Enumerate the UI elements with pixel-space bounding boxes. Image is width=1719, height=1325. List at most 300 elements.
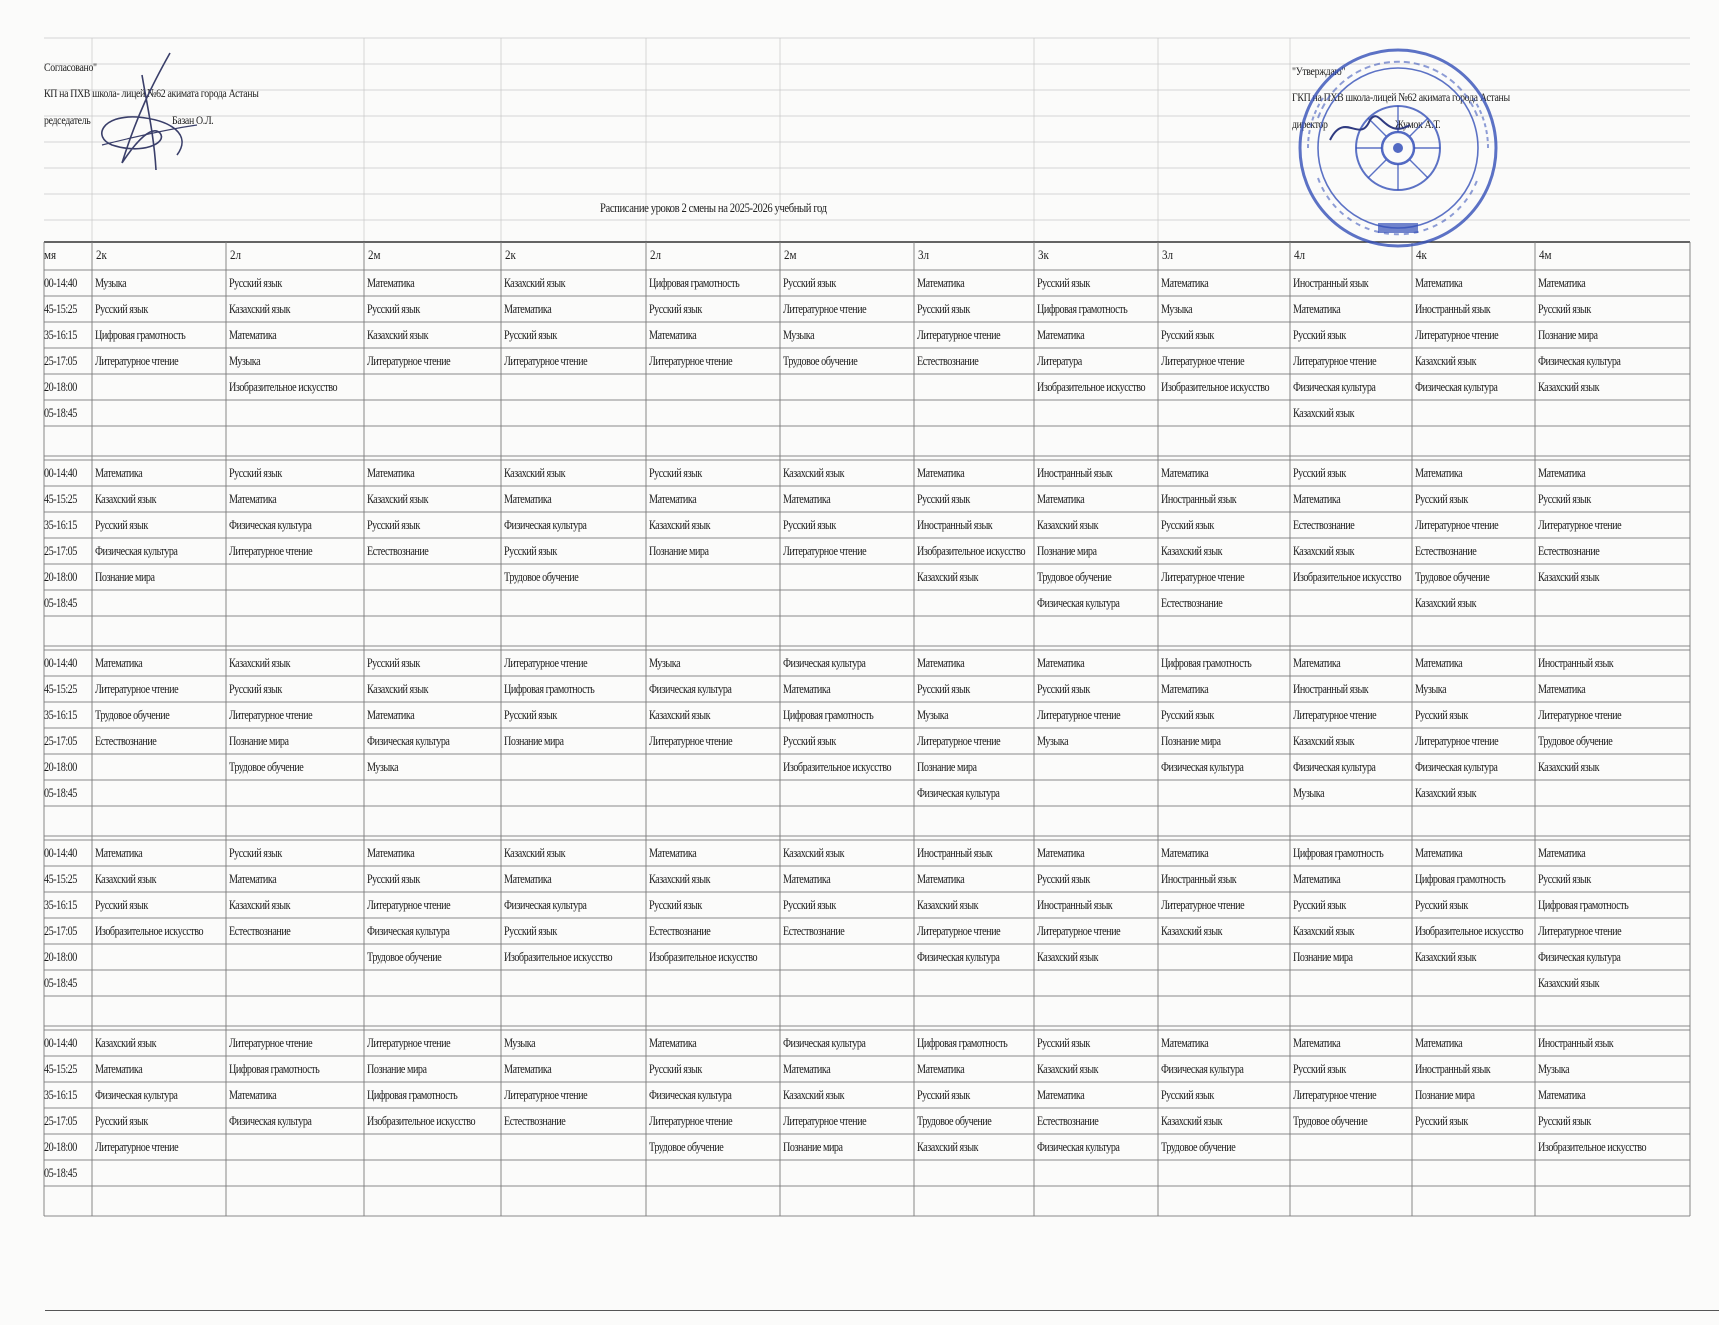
lesson-cell: Русский язык — [229, 275, 282, 290]
lesson-cell: Изобразительное искусство — [1415, 923, 1524, 938]
lesson-cell: Русский язык — [367, 517, 420, 532]
lesson-cell: Трудовое обучение — [1538, 733, 1613, 748]
lesson-cell: Русский язык — [1538, 871, 1591, 886]
lesson-cell: Математика — [1415, 655, 1463, 670]
lesson-cell: Трудовое обучение — [1415, 569, 1490, 584]
lesson-cell: Литературное чтение — [95, 353, 179, 368]
lesson-cell: Русский язык — [95, 301, 148, 316]
lesson-cell: Литературное чтение — [1161, 897, 1245, 912]
lesson-cell: Математика — [917, 275, 965, 290]
lesson-cell: Математика — [1415, 465, 1463, 480]
lesson-cell: Цифровая грамотность — [95, 327, 186, 342]
lesson-cell: Литературное чтение — [229, 543, 313, 558]
lesson-cell: Познание мира — [917, 759, 977, 774]
lesson-cell: Русский язык — [95, 517, 148, 532]
lesson-cell: Математика — [367, 707, 415, 722]
lesson-cell: Математика — [504, 491, 552, 506]
time-slot: 35-16:15 — [44, 707, 77, 722]
lesson-cell: Русский язык — [1538, 1113, 1591, 1128]
lesson-cell: Математика — [1415, 845, 1463, 860]
lesson-cell: Казахский язык — [229, 897, 291, 912]
lesson-cell: Русский язык — [367, 301, 420, 316]
time-slot: 00-14:40 — [44, 1035, 77, 1050]
lesson-cell: Казахский язык — [649, 871, 711, 886]
schedule-title: Расписание уроков 2 смены на 2025-2026 учебный год — [600, 200, 827, 215]
lesson-cell: Литературное чтение — [783, 543, 867, 558]
lesson-cell: Трудовое обучение — [367, 949, 442, 964]
class-header-2: 2л — [230, 247, 242, 262]
lesson-cell: Изобразительное искусство — [1037, 379, 1146, 394]
lesson-cell: Естествознание — [649, 923, 711, 938]
lesson-cell: Математика — [783, 491, 831, 506]
lesson-cell: Физическая культура — [95, 543, 178, 558]
lesson-cell: Трудовое обучение — [229, 759, 304, 774]
time-slot: 35-16:15 — [44, 1087, 77, 1102]
lesson-cell: Литературное чтение — [1538, 517, 1622, 532]
lesson-cell: Изобразительное искусство — [229, 379, 338, 394]
lesson-cell: Трудовое обучение — [1037, 569, 1112, 584]
lesson-cell: Литературное чтение — [1293, 1087, 1377, 1102]
lesson-cell: Изобразительное искусство — [95, 923, 204, 938]
lesson-cell: Музыка — [917, 707, 949, 722]
time-slot: 20-18:00 — [44, 949, 77, 964]
lesson-cell: Литературное чтение — [1161, 353, 1245, 368]
lesson-cell: Литературное чтение — [367, 897, 451, 912]
lesson-cell: Русский язык — [783, 275, 836, 290]
time-slot: 45-15:25 — [44, 871, 77, 886]
class-header-4: 2к — [505, 247, 516, 262]
lesson-cell: Русский язык — [1293, 327, 1346, 342]
lesson-cell: Цифровая грамотность — [504, 681, 595, 696]
lesson-cell: Математика — [917, 465, 965, 480]
lesson-cell: Физическая культура — [1415, 759, 1498, 774]
lesson-cell: Изобразительное искусство — [1161, 379, 1270, 394]
lesson-cell: Литературное чтение — [504, 353, 588, 368]
lesson-cell: Казахский язык — [1293, 923, 1355, 938]
lesson-cell: Музыка — [1161, 301, 1193, 316]
lesson-cell: Математика — [1161, 275, 1209, 290]
lesson-cell: Казахский язык — [1538, 759, 1600, 774]
lesson-cell: Трудовое обучение — [917, 1113, 992, 1128]
lesson-cell: Литературное чтение — [1415, 327, 1499, 342]
lesson-cell: Математика — [917, 871, 965, 886]
lesson-cell: Цифровая грамотность — [229, 1061, 320, 1076]
time-slot: 25-17:05 — [44, 733, 77, 748]
lesson-cell: Казахский язык — [1037, 949, 1099, 964]
class-header-10: 4л — [1294, 247, 1306, 262]
class-header-12: 4м — [1539, 247, 1552, 262]
lesson-cell: Познание мира — [1538, 327, 1598, 342]
lesson-cell: Русский язык — [917, 491, 970, 506]
lesson-cell: Русский язык — [1037, 275, 1090, 290]
lesson-cell: Трудовое обучение — [649, 1139, 724, 1154]
time-slot: 25-17:05 — [44, 543, 77, 558]
lesson-cell: Физическая культура — [1161, 759, 1244, 774]
lesson-cell: Русский язык — [1293, 465, 1346, 480]
lesson-cell: Математика — [367, 275, 415, 290]
lesson-cell: Трудовое обучение — [1161, 1139, 1236, 1154]
lesson-cell: Физическая культура — [367, 923, 450, 938]
lesson-cell: Литературное чтение — [783, 1113, 867, 1128]
lesson-cell: Математика — [95, 655, 143, 670]
lesson-cell: Казахский язык — [1037, 517, 1099, 532]
lesson-cell: Музыка — [504, 1035, 536, 1050]
lesson-cell: Русский язык — [1293, 897, 1346, 912]
lesson-cell: Физическая культура — [1415, 379, 1498, 394]
approve-label: "Утверждаю" — [1292, 64, 1346, 78]
time-slot: 00-14:40 — [44, 655, 77, 670]
lesson-cell: Казахский язык — [1293, 405, 1355, 420]
lesson-cell: Русский язык — [783, 733, 836, 748]
lesson-cell: Изобразительное искусство — [367, 1113, 476, 1128]
lesson-cell: Музыка — [783, 327, 815, 342]
lesson-cell: Физическая культура — [229, 1113, 312, 1128]
lesson-cell: Литературное чтение — [1415, 733, 1499, 748]
lesson-cell: Иностранный язык — [917, 845, 993, 860]
lesson-cell: Математика — [504, 1061, 552, 1076]
approve-role: директор — [1292, 117, 1328, 131]
lesson-cell: Русский язык — [229, 845, 282, 860]
lesson-cell: Русский язык — [504, 543, 557, 558]
lesson-cell: Трудовое обучение — [504, 569, 579, 584]
lesson-cell: Музыка — [229, 353, 261, 368]
lesson-cell: Казахский язык — [783, 465, 845, 480]
lesson-cell: Математика — [229, 327, 277, 342]
lesson-cell: Казахский язык — [1538, 975, 1600, 990]
lesson-cell: Литература — [1037, 353, 1082, 368]
lesson-cell: Цифровая грамотность — [1037, 301, 1128, 316]
lesson-cell: Естествознание — [367, 543, 429, 558]
approval-org: КП на ПХВ школа- лицей №62 акимата города Астаны — [44, 86, 259, 100]
lesson-cell: Литературное чтение — [1415, 517, 1499, 532]
lesson-cell: Русский язык — [1415, 1113, 1468, 1128]
lesson-cell: Физическая культура — [367, 733, 450, 748]
lesson-cell: Математика — [783, 1061, 831, 1076]
lesson-cell: Математика — [1415, 1035, 1463, 1050]
lesson-cell: Русский язык — [504, 707, 557, 722]
lesson-cell: Казахский язык — [229, 301, 291, 316]
lesson-cell: Физическая культура — [1538, 353, 1621, 368]
lesson-cell: Музыка — [1538, 1061, 1570, 1076]
lesson-cell: Русский язык — [95, 1113, 148, 1128]
lesson-cell: Иностранный язык — [1293, 681, 1369, 696]
lesson-cell: Естествознание — [917, 353, 979, 368]
lesson-cell: Естествознание — [1161, 595, 1223, 610]
lesson-cell: Математика — [1037, 491, 1085, 506]
lesson-cell: Трудовое обучение — [783, 353, 858, 368]
lesson-cell: Русский язык — [649, 301, 702, 316]
lesson-cell: Русский язык — [1161, 707, 1214, 722]
lesson-cell: Математика — [1161, 845, 1209, 860]
lesson-cell: Русский язык — [1037, 681, 1090, 696]
lesson-cell: Познание мира — [367, 1061, 427, 1076]
lesson-cell: Физическая культура — [783, 1035, 866, 1050]
lesson-cell: Казахский язык — [1538, 379, 1600, 394]
time-slot: 25-17:05 — [44, 353, 77, 368]
time-slot: 20-18:00 — [44, 759, 77, 774]
lesson-cell: Иностранный язык — [1538, 1035, 1614, 1050]
lesson-cell: Русский язык — [367, 871, 420, 886]
lesson-cell: Физическая культура — [1293, 759, 1376, 774]
lesson-cell: Математика — [1293, 1035, 1341, 1050]
lesson-cell: Познание мира — [1415, 1087, 1475, 1102]
lesson-cell: Литературное чтение — [649, 353, 733, 368]
lesson-cell: Математика — [1538, 1087, 1586, 1102]
lesson-cell: Математика — [1037, 655, 1085, 670]
lesson-cell: Изобразительное искусство — [649, 949, 758, 964]
lesson-cell: Математика — [1037, 1087, 1085, 1102]
time-slot: 45-15:25 — [44, 1061, 77, 1076]
lesson-cell: Литературное чтение — [95, 1139, 179, 1154]
lesson-cell: Математика — [1538, 465, 1586, 480]
lesson-cell: Математика — [95, 1061, 143, 1076]
lesson-cell: Цифровая грамотность — [917, 1035, 1008, 1050]
lesson-cell: Познание мира — [504, 733, 564, 748]
lesson-cell: Математика — [1538, 845, 1586, 860]
time-slot: 00-14:40 — [44, 845, 77, 860]
lesson-cell: Литературное чтение — [367, 1035, 451, 1050]
lesson-cell: Русский язык — [504, 327, 557, 342]
lesson-cell: Трудовое обучение — [95, 707, 170, 722]
lesson-cell: Казахский язык — [1161, 923, 1223, 938]
lesson-cell: Казахский язык — [649, 707, 711, 722]
time-slot: 05-18:45 — [44, 595, 77, 610]
lesson-cell: Цифровая грамотность — [1415, 871, 1506, 886]
lesson-cell: Казахский язык — [1037, 1061, 1099, 1076]
lesson-cell: Математика — [1161, 465, 1209, 480]
time-slot: 05-18:45 — [44, 975, 77, 990]
lesson-cell: Цифровая грамотность — [1538, 897, 1629, 912]
lesson-cell: Литературное чтение — [229, 1035, 313, 1050]
lesson-cell: Естествознание — [1293, 517, 1355, 532]
time-slot: 35-16:15 — [44, 327, 77, 342]
lesson-cell: Изобразительное искусство — [917, 543, 1026, 558]
lesson-cell: Физическая культура — [95, 1087, 178, 1102]
lesson-cell: Физическая культура — [649, 1087, 732, 1102]
lesson-cell: Музыка — [1293, 785, 1325, 800]
lesson-cell: Литературное чтение — [1538, 923, 1622, 938]
lesson-cell: Математика — [1293, 301, 1341, 316]
lesson-cell: Казахский язык — [1161, 1113, 1223, 1128]
lesson-cell: Математика — [1293, 655, 1341, 670]
lesson-cell: Казахский язык — [783, 1087, 845, 1102]
lesson-cell: Литературное чтение — [1161, 569, 1245, 584]
lesson-cell: Математика — [229, 1087, 277, 1102]
lesson-cell: Казахский язык — [917, 1139, 979, 1154]
lesson-cell: Физическая культура — [1037, 595, 1120, 610]
lesson-cell: Русский язык — [1037, 871, 1090, 886]
lesson-cell: Математика — [1538, 681, 1586, 696]
lesson-cell: Математика — [95, 465, 143, 480]
lesson-cell: Литературное чтение — [1037, 923, 1121, 938]
lesson-cell: Русский язык — [1538, 301, 1591, 316]
lesson-cell: Русский язык — [95, 897, 148, 912]
lesson-cell: Казахский язык — [649, 517, 711, 532]
lesson-cell: Изобразительное искусство — [1293, 569, 1402, 584]
lesson-cell: Русский язык — [1415, 897, 1468, 912]
lesson-cell: Математика — [229, 871, 277, 886]
lesson-cell: Казахский язык — [367, 491, 429, 506]
lesson-cell: Музыка — [649, 655, 681, 670]
lesson-cell: Математика — [649, 845, 697, 860]
lesson-cell: Русский язык — [917, 681, 970, 696]
lesson-cell: Математика — [229, 491, 277, 506]
lesson-cell: Естествознание — [504, 1113, 566, 1128]
time-slot: 05-18:45 — [44, 1165, 77, 1180]
lesson-cell: Физическая культура — [1037, 1139, 1120, 1154]
lesson-cell: Казахский язык — [367, 327, 429, 342]
lesson-cell: Математика — [1037, 327, 1085, 342]
lesson-cell: Русский язык — [1161, 327, 1214, 342]
time-slot: 20-18:00 — [44, 379, 77, 394]
lesson-cell: Познание мира — [1293, 949, 1353, 964]
lesson-cell: Иностранный язык — [1538, 655, 1614, 670]
lesson-cell: Математика — [1415, 275, 1463, 290]
lesson-cell: Казахский язык — [367, 681, 429, 696]
lesson-cell: Математика — [917, 1061, 965, 1076]
lesson-cell: Познание мира — [649, 543, 709, 558]
lesson-cell: Математика — [649, 491, 697, 506]
lesson-cell: Иностранный язык — [1037, 465, 1113, 480]
approve-name: Жумок А.Т. — [1395, 117, 1441, 131]
lesson-cell: Познание мира — [1037, 543, 1097, 558]
lesson-cell: Изобразительное искусство — [504, 949, 613, 964]
time-slot: 25-17:05 — [44, 1113, 77, 1128]
lesson-cell: Казахский язык — [95, 491, 157, 506]
lesson-cell: Русский язык — [367, 655, 420, 670]
lesson-cell: Казахский язык — [917, 897, 979, 912]
lesson-cell: Цифровая грамотность — [1293, 845, 1384, 860]
lesson-cell: Русский язык — [504, 923, 557, 938]
page-bottom-line — [45, 1310, 1719, 1311]
lesson-cell: Физическая культура — [1538, 949, 1621, 964]
lesson-cell: Математика — [649, 327, 697, 342]
lesson-cell: Русский язык — [783, 897, 836, 912]
lesson-cell: Математика — [504, 871, 552, 886]
lesson-cell: Русский язык — [229, 681, 282, 696]
lesson-cell: Музыка — [1415, 681, 1447, 696]
lesson-cell: Литературное чтение — [783, 301, 867, 316]
time-slot: 20-18:00 — [44, 1139, 77, 1154]
lesson-cell: Литературное чтение — [917, 327, 1001, 342]
lesson-cell: Иностранный язык — [1293, 275, 1369, 290]
lesson-cell: Математика — [783, 871, 831, 886]
lesson-cell: Естествознание — [229, 923, 291, 938]
lesson-cell: Русский язык — [917, 301, 970, 316]
lesson-cell: Литературное чтение — [1293, 353, 1377, 368]
time-column-header: мя — [44, 247, 57, 262]
lesson-cell: Математика — [504, 301, 552, 316]
lesson-cell: Физическая культура — [783, 655, 866, 670]
lesson-cell: Казахский язык — [1161, 543, 1223, 558]
lesson-cell: Литературное чтение — [649, 733, 733, 748]
lesson-cell: Цифровая грамотность — [1161, 655, 1252, 670]
lesson-cell: Изобразительное искусство — [1538, 1139, 1647, 1154]
lesson-cell: Трудовое обучение — [1293, 1113, 1368, 1128]
lesson-cell: Физическая культура — [504, 517, 587, 532]
class-header-11: 4к — [1416, 247, 1427, 262]
lesson-cell: Казахский язык — [783, 845, 845, 860]
time-slot: 00-14:40 — [44, 465, 77, 480]
lesson-cell: Литературное чтение — [917, 733, 1001, 748]
lesson-cell: Иностранный язык — [1415, 1061, 1491, 1076]
class-header-8: 3к — [1038, 247, 1049, 262]
time-slot: 35-16:15 — [44, 897, 77, 912]
lesson-cell: Русский язык — [649, 897, 702, 912]
time-slot: 45-15:25 — [44, 491, 77, 506]
lesson-cell: Математика — [1293, 491, 1341, 506]
lesson-cell: Познание мира — [783, 1139, 843, 1154]
right-signature-image — [1325, 100, 1415, 150]
approval-role: редседатель — [44, 113, 91, 127]
lesson-cell: Музыка — [1037, 733, 1069, 748]
lesson-cell: Математика — [1161, 681, 1209, 696]
lesson-cell: Математика — [95, 845, 143, 860]
time-slot: 05-18:45 — [44, 405, 77, 420]
lesson-cell: Русский язык — [783, 517, 836, 532]
lesson-cell: Математика — [1293, 871, 1341, 886]
lesson-cell: Математика — [1161, 1035, 1209, 1050]
lesson-cell: Математика — [367, 845, 415, 860]
lesson-cell: Казахский язык — [917, 569, 979, 584]
lesson-cell: Литературное чтение — [504, 1087, 588, 1102]
time-slot: 00-14:40 — [44, 275, 77, 290]
lesson-cell: Познание мира — [95, 569, 155, 584]
approve-org: ГКП на ПХВ школа-лицей №62 акимата города Астаны — [1292, 90, 1510, 104]
lesson-cell: Математика — [783, 681, 831, 696]
lesson-cell: Русский язык — [649, 1061, 702, 1076]
lesson-cell: Литературное чтение — [229, 707, 313, 722]
time-slot: 05-18:45 — [44, 785, 77, 800]
class-header-3: 2м — [368, 247, 381, 262]
lesson-cell: Математика — [1538, 275, 1586, 290]
lesson-cell: Естествознание — [1037, 1113, 1099, 1128]
lesson-cell: Литературное чтение — [917, 923, 1001, 938]
lesson-cell: Изобразительное искусство — [783, 759, 892, 774]
lesson-cell: Физическая культура — [917, 785, 1000, 800]
time-slot: 35-16:15 — [44, 517, 77, 532]
time-slot: 45-15:25 — [44, 301, 77, 316]
left-signature-image — [82, 45, 212, 175]
lesson-cell: Русский язык — [1538, 491, 1591, 506]
lesson-cell: Русский язык — [229, 465, 282, 480]
time-slot: 25-17:05 — [44, 923, 77, 938]
lesson-cell: Иностранный язык — [1161, 491, 1237, 506]
approval-name: Базан О.Л. — [172, 113, 214, 127]
lesson-cell: Цифровая грамотность — [367, 1087, 458, 1102]
lesson-cell: Литературное чтение — [649, 1113, 733, 1128]
lesson-cell: Математика — [367, 465, 415, 480]
lesson-cell: Русский язык — [1293, 1061, 1346, 1076]
lesson-cell: Литературное чтение — [1293, 707, 1377, 722]
lesson-cell: Музыка — [95, 275, 127, 290]
class-header-9: 3л — [1162, 247, 1174, 262]
lesson-cell: Казахский язык — [1415, 595, 1477, 610]
lesson-cell: Математика — [917, 655, 965, 670]
lesson-cell: Естествознание — [95, 733, 157, 748]
lesson-cell: Физическая культура — [917, 949, 1000, 964]
lesson-cell: Иностранный язык — [1037, 897, 1113, 912]
lesson-cell: Литературное чтение — [367, 353, 451, 368]
lesson-cell: Познание мира — [1161, 733, 1221, 748]
lesson-cell: Естествознание — [783, 923, 845, 938]
lesson-cell: Литературное чтение — [1037, 707, 1121, 722]
lesson-cell: Познание мира — [229, 733, 289, 748]
lesson-cell: Физическая культура — [1293, 379, 1376, 394]
time-slot: 45-15:25 — [44, 681, 77, 696]
lesson-cell: Физическая культура — [504, 897, 587, 912]
lesson-cell: Русский язык — [1161, 517, 1214, 532]
